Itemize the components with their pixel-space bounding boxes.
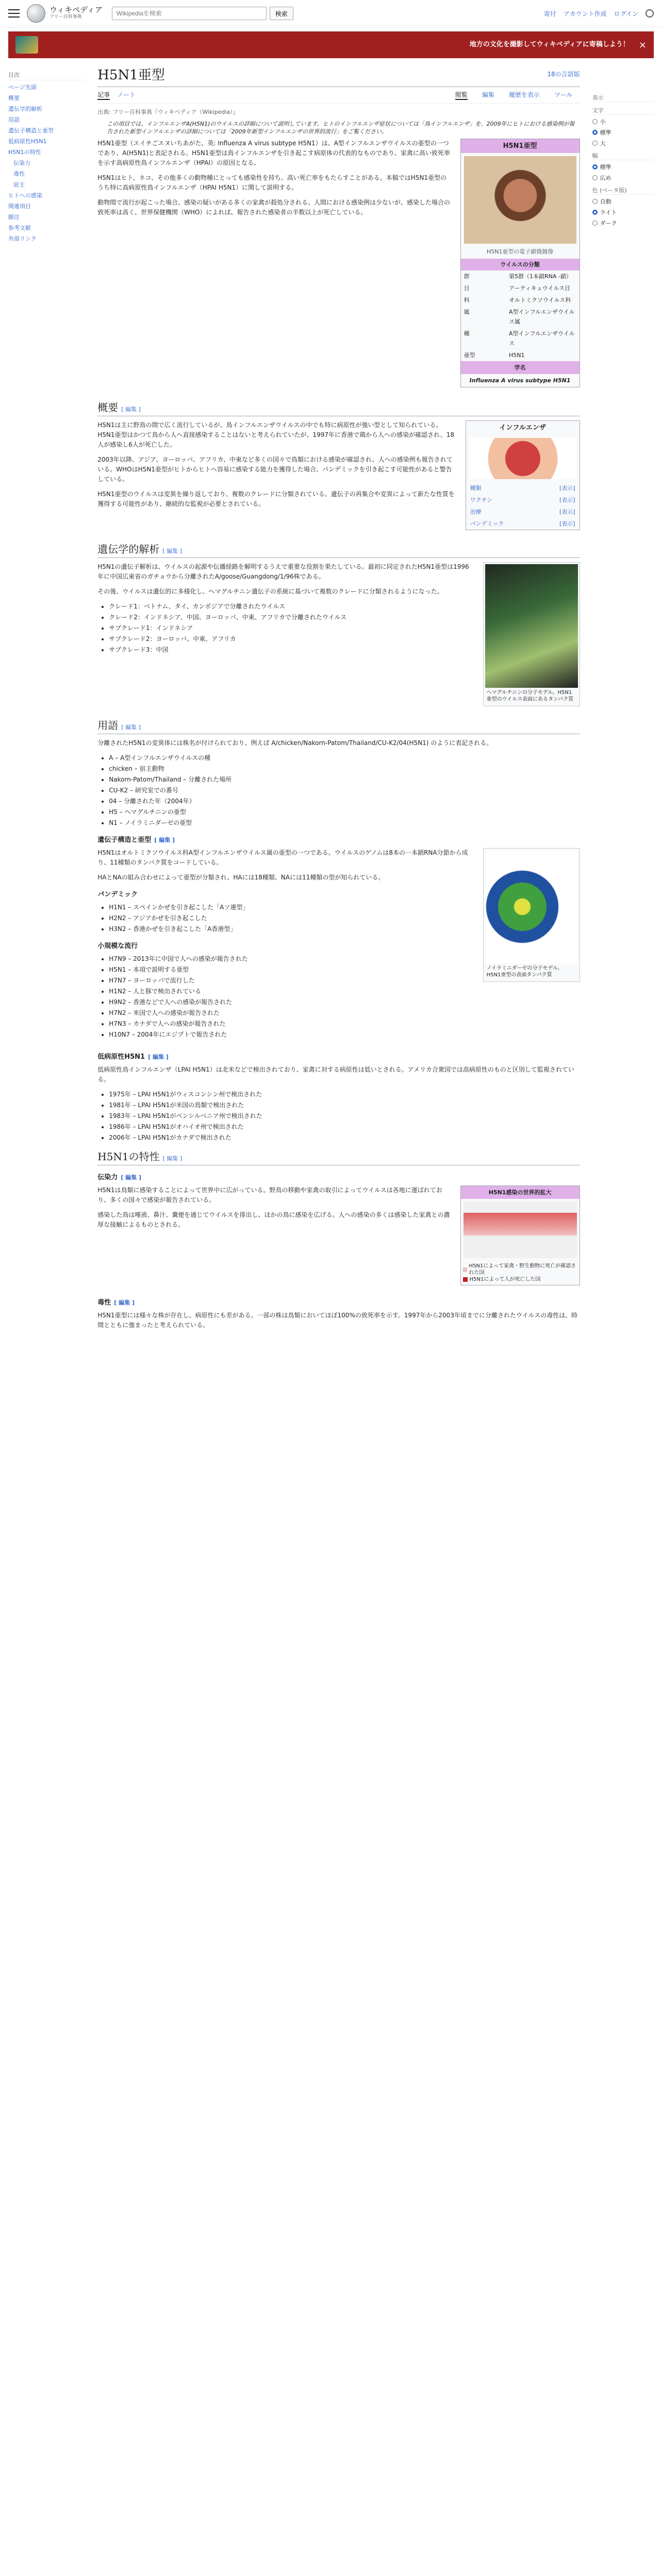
structure-paragraph: HAとNAの組み合わせによって亜型が分類され、HAには18種類、NAには11種類の型が知られている。 xyxy=(97,874,385,881)
overview-paragraph: H5N1は主に野鳥の間で広く流行しているが、鳥インフルエンザウイルスの中でも特に病原性が強い型として知られている。H5N1亜型はかつて鳥から人へ直接感染することはないと考えられていたが、1997年に香港で鶏から人への感染が確認され、18人が感染し6人が死亡した。 xyxy=(97,421,455,448)
width-option: 広め xyxy=(592,174,654,182)
color-option: 自動 xyxy=(592,197,654,206)
toc-item[interactable]: 用語 xyxy=(8,116,20,123)
page-tabs xyxy=(97,87,580,104)
list-item: • H2N2 – アジアかぜを引き起こした xyxy=(109,913,580,923)
toc-item[interactable]: 概要 xyxy=(8,95,20,101)
site-header xyxy=(0,0,662,27)
edit-link[interactable]: [ 編集 ] xyxy=(121,406,141,413)
text-size-option: 大 xyxy=(592,139,654,147)
taxobox xyxy=(460,139,580,387)
lowpath-paragraph: 低病原性鳥インフルエンザ（LPAI H5N1）は北米などで検出されており、家禽に対する病原性は低いとされる。アメリカ合衆国では高病原性のものと区別して監視されている。 xyxy=(97,1066,574,1083)
list-item: • H7N7 – ヨーロッパで流行した xyxy=(109,976,580,986)
list-item: • H7N2 – 米国で人への感染が報告された xyxy=(109,1008,580,1018)
radio-icon[interactable] xyxy=(592,175,598,180)
infobox-title: H5N1亜型 xyxy=(461,139,580,153)
list-item: • A – A型インフルエンザウイルスの種 xyxy=(109,753,580,763)
toc-item[interactable]: 脚注 xyxy=(8,214,20,221)
list-item: • H7N9 – 2013年に中国で人への感染が報告された xyxy=(109,954,580,964)
radio-icon[interactable] xyxy=(592,119,598,124)
color-option: ダーク xyxy=(592,219,654,227)
radio-icon[interactable] xyxy=(592,199,598,204)
navbox-row: 種類 [表示] xyxy=(470,485,575,492)
taxo-row: 目 アーティキュウイルス目 xyxy=(464,285,571,292)
campaign-banner[interactable] xyxy=(8,31,654,58)
section-heading-overview: 概要 [ 編集 ] xyxy=(97,403,580,416)
toc-sidebar xyxy=(8,58,85,1335)
language-button[interactable]: 18の言語版 xyxy=(547,71,580,78)
structure-paragraph: H5N1はオルトミクソウイルス科A型インフルエンザウイルス属の亜型の一つである。ウイルスのゲノムは8本の一本鎖RNA分節から成り、11種類のタンパク質をコードしている。 xyxy=(97,849,468,866)
panel-title: 表示 xyxy=(592,93,654,102)
list-item: • H9N2 – 香港などで人への感染が報告された xyxy=(109,997,580,1007)
legend-swatch xyxy=(463,1267,467,1272)
terms-list xyxy=(97,753,580,828)
page-title: H5N1亜型 xyxy=(97,67,165,83)
list-item: • H3N2 – 香港かぜを引き起こした「A香港型」 xyxy=(109,924,580,934)
toc-item[interactable]: 低病原性H5N1 xyxy=(8,138,47,145)
infobox-caption: H5N1亜型の電子顕微鏡像 xyxy=(486,248,554,255)
hemagglutinin-image[interactable] xyxy=(485,564,578,688)
scientific-name: Influenza A virus subtype H5N1 xyxy=(469,377,571,384)
list-item: • 1986年 – LPAI H5N1がオハイオ州で検出された xyxy=(109,1122,580,1132)
section-heading-virulence: 毒性 [ 編集 ] xyxy=(97,1299,135,1307)
hatnote: この項目では、インフルエンザA(H5N1)のウイルスの詳細について説明しています。ヒトのインフルエンザ症状については「鳥インフルエンザ」を、2009年にヒトにおける感染例が報告された新型インフルエンザの詳細については「2009年新型インフルエンザの世界的流行」をご覧ください。 xyxy=(107,121,575,135)
toc-item[interactable]: 関連項目 xyxy=(8,203,31,210)
banner-logo-icon xyxy=(15,36,38,54)
radio-icon[interactable] xyxy=(592,164,598,170)
list-item: • 2006年 – LPAI H5N1がカナダで検出された xyxy=(109,1133,580,1143)
panel-section-title: 文字 xyxy=(592,106,654,115)
list-item: • CU-K2 – 研究室での番号 xyxy=(109,786,580,795)
influenza-navbox xyxy=(466,420,580,530)
genetics-paragraph: H5N1の遺伝子解析は、ウイルスの起源や伝播経路を解明するうえで重要な役割を果たしている。最初に同定されたH5N1亜型は1996年に中国広東省のガチョウから分離されたA/goose/Guangdong/1/96株である。 xyxy=(97,563,469,580)
radio-icon[interactable] xyxy=(592,141,598,146)
toc-item[interactable]: 遺伝学的解析 xyxy=(8,106,42,112)
panel-section-title: 色 (ベータ版) xyxy=(592,186,654,195)
section-heading-terms: 用語 [ 編集 ] xyxy=(97,721,580,734)
neuraminidase-figure xyxy=(483,848,580,982)
toc-item[interactable]: 毒性 xyxy=(13,171,25,177)
tab-tools[interactable]: ツール xyxy=(554,91,573,98)
section-heading-structure: 遺伝子構造と亜型 [ 編集 ] xyxy=(97,836,175,844)
lowpath-list xyxy=(97,1090,580,1143)
edit-link[interactable]: [ 編集 ] xyxy=(162,548,182,554)
color-option: ライト xyxy=(592,208,654,216)
spread-map xyxy=(460,1185,580,1285)
radio-icon[interactable] xyxy=(592,130,598,135)
navbox-row: ワクチン [表示] xyxy=(470,497,575,503)
toc-item[interactable]: ページ先頭 xyxy=(8,84,37,91)
edit-link[interactable]: [ 編集 ] xyxy=(121,1174,141,1181)
wikipedia-logo[interactable] xyxy=(27,4,103,23)
hemagglutinin-figure xyxy=(483,562,580,706)
close-icon[interactable]: × xyxy=(638,39,647,50)
toc-item[interactable]: 外部リンク xyxy=(8,235,37,242)
taxo-row: 亜型 H5N1 xyxy=(464,352,525,359)
intro-paragraph: H5N1亜型（エイチごエヌいちあがた、英: Influenza A virus subtype H5N1）は、A型インフルエンザウイルスの亜型の一つであり、A(H5N1)と表記される。H5N1亜型は鳥インフルエンザを引き起こす病原体の代表的なものであり、家禽に高い致死率を示す高病原性鳥インフルエンザ（HPAI）の原因となる。 xyxy=(97,140,450,166)
user-icon[interactable] xyxy=(646,9,654,18)
donate-link[interactable]: 寄付 xyxy=(543,10,556,18)
banner-text: 地方の文化を撮影してウィキペディアに寄稿しよう！ xyxy=(469,41,630,48)
list-item: • chicken – 宿主動物 xyxy=(109,764,580,774)
text-size-option: 小 xyxy=(592,117,654,126)
search-input[interactable] xyxy=(112,7,267,20)
figure-caption: ヘマグルチニンの分子モデル。H5N1亜型のウイルス表面にあるタンパク質 xyxy=(486,690,574,702)
map-legend: H5N1によって家禽・野生動物に死亡が確認された国 H5N1によって人が死亡した国 xyxy=(461,1261,580,1285)
overview-paragraph: 2003年以降、アジア、ヨーロッパ、アフリカ、中東など多くの国々で鳥類における感染が確認され、人への感染例も報告されている。WHOはH5N1亜型がヒトからヒトへ容易に感染する能力を獲得した場合、パンデミックを引き起こす可能性があると警告している。 xyxy=(97,456,453,483)
world-map-image[interactable] xyxy=(464,1201,577,1258)
edit-link[interactable]: [ 編集 ] xyxy=(162,1155,183,1162)
edit-link[interactable]: [ 編集 ] xyxy=(154,837,175,843)
search-form xyxy=(112,7,293,20)
navbox-row: 治療 [表示] xyxy=(470,509,575,515)
list-item: • H7N3 – カナダで人への感染が報告された xyxy=(109,1019,580,1029)
list-item: • N1 – ノイラミニダーゼの亜型 xyxy=(109,818,580,828)
scientific-name-header: 学名 xyxy=(461,361,580,374)
navbox-row: パンデミック [表示] xyxy=(470,520,575,527)
taxo-row: 属 A型インフルエンザウイルス属 xyxy=(464,309,575,325)
list-item: • H1N2 – 人と豚で検出されている xyxy=(109,987,580,996)
terms-paragraph: 分離されたH5N1の変異体には株名が付けられており、例えば A/chicken/Nakorn-Patom/Thailand/CU-K2/04(H5N1) のように表記される。 xyxy=(97,739,493,747)
taxo-row: 種 A型インフルエンザウイルス xyxy=(464,330,575,347)
list-item: • 1975年 – LPAI H5N1がウィスコンシン州で検出された xyxy=(109,1090,580,1099)
site-subtitle: フリー百科事典 xyxy=(49,14,82,20)
appearance-panel xyxy=(592,58,654,1335)
list-item: • 1981年 – LPAI H5N1が米国の鳥類で検出された xyxy=(109,1100,580,1110)
list-item: • H5N1 – 本項で説明する亜型 xyxy=(109,965,580,975)
overview-paragraph: H5N1亜型のウイルスは変異を繰り返しており、複数のクレードに分類されている。遺伝子の再集合や変異によって新たな性質を獲得する可能性があり、継続的な監視が必要とされている。 xyxy=(97,490,455,507)
list-item: • サブクレード1：インドネシア xyxy=(109,623,580,633)
toc-item[interactable]: 遺伝子構造と亜型 xyxy=(8,127,54,134)
taxo-row: 群 第5群（1本鎖RNA -鎖） xyxy=(464,273,572,280)
spread-paragraph: H5N1は鳥類に感染することによって世界中に広がっている。野鳥の移動や家禽の取引によってウイルスは各地に運ばれており、多くの国々で感染が報告されている。 xyxy=(97,1187,442,1204)
edit-link[interactable]: [ 編集 ] xyxy=(148,1054,169,1060)
section-heading-pandemic: パンデミック xyxy=(97,891,138,899)
article-source: 出典: フリー百科事典『ウィキペディア（Wikipedia）』 xyxy=(97,109,239,115)
user-links xyxy=(544,9,654,18)
list-item: • H1N1 – スペインかぜを引き起こした「Aソ連型」 xyxy=(109,903,580,912)
list-item: • クレード1：ベトナム、タイ、カンボジアで分離されたウイルス xyxy=(109,602,580,612)
map-title: H5N1感染の世界的拡大 xyxy=(461,1186,580,1199)
section-heading-small: 小規模な流行 xyxy=(97,942,138,950)
section-heading-spread: 伝染力 [ 編集 ] xyxy=(97,1174,141,1181)
toc-item[interactable]: 参考文献 xyxy=(8,225,31,231)
virus-image[interactable] xyxy=(464,156,576,244)
radio-icon[interactable] xyxy=(592,210,598,215)
create-account-link[interactable]: アカウント作成 xyxy=(563,10,607,18)
edit-link[interactable]: [ 編集 ] xyxy=(114,1299,135,1306)
toc-item[interactable]: 宿主 xyxy=(13,181,25,188)
spread-paragraph: 感染した鳥は唾液、鼻汁、糞便を通じてウイルスを排出し、ほかの鳥に感染を広げる。人への感染の多くは感染した家禽との濃厚な接触によるものとされる。 xyxy=(97,1211,450,1228)
toc-item[interactable]: 伝染力 xyxy=(13,160,30,166)
list-item: • クレード2：インドネシア、中国、ヨーロッパ、中東、アフリカで分離されたウイルス xyxy=(109,613,580,622)
section-heading-genetics: 遺伝学的解析 [ 編集 ] xyxy=(97,545,580,558)
list-item: • 1983年 – LPAI H5N1がペンシルベニア州で検出された xyxy=(109,1111,580,1121)
list-item: • サブクレード3：中国 xyxy=(109,645,580,655)
site-title: ウィキペディア xyxy=(49,5,103,14)
legend-swatch xyxy=(463,1277,468,1282)
toc-item[interactable]: H5N1の特性 xyxy=(8,149,41,156)
list-item: • サブクレード2：ヨーロッパ、中東、アフリカ xyxy=(109,634,580,644)
virulence-paragraph: H5N1亜型には様々な株が存在し、病原性にも差がある。一部の株は鳥類においてほぼ100%の致死率を示す。1997年から2003年頃までに分離されたウイルスの毒性は、時間とともに強まったと考えられている。 xyxy=(97,1312,578,1329)
tab-read[interactable]: 閲覧 xyxy=(455,90,468,100)
toc-title: 目次 xyxy=(8,71,85,80)
section-heading-lowpath: 低病原性H5N1 [ 編集 ] xyxy=(97,1053,169,1061)
edit-link[interactable]: [ 編集 ] xyxy=(121,724,141,731)
tab-history[interactable]: 履歴を表示 xyxy=(508,91,540,98)
tab-edit[interactable]: 編集 xyxy=(482,91,494,98)
list-item: • 04 – 分離された年（2004年） xyxy=(109,796,580,806)
list-item: • Nakorn-Patom/Thailand – 分離された場所 xyxy=(109,775,580,785)
tab-talk[interactable]: ノート xyxy=(117,91,136,98)
section-heading-traits: H5N1の特性 [ 編集 ] xyxy=(97,1152,580,1165)
intro-paragraph: 動物間で流行が起こった場合、感染の疑いがある多くの家禽が殺処分される。人間における感染例は少ないが、感染した場合の致死率は高く、世界保健機関（WHO）によれば、報告された感染者の半数以上が死亡している。 xyxy=(97,199,451,216)
genetics-paragraph: その後、ウイルスは遺伝的に多様化し、ヘマグルチニン遺伝子の系統に基づいて複数のクレードに分類されるようになった。 xyxy=(97,588,443,595)
panel-section-title: 幅 xyxy=(592,151,654,160)
text-size-option: 標準 xyxy=(592,128,654,137)
login-link[interactable]: ログイン xyxy=(614,10,638,18)
globe-icon xyxy=(27,4,45,23)
figure-caption: ノイラミニダーゼの分子モデル。H5N1亜型の表面タンパク質 xyxy=(486,965,563,978)
radio-icon[interactable] xyxy=(592,221,598,226)
classification-header: ウイルスの分類 xyxy=(461,259,580,270)
intro-paragraph: H5N1はヒト、ネコ、その他多くの動物種にとっても感染性を持ち、高い死亡率をもたらすことがある。本稿ではH5N1亜型のうち特に高病原性鳥インフルエンザ（HPAI H5N1）に関して説明する。 xyxy=(97,174,446,191)
taxo-row: 科 オルトミクソウイルス科 xyxy=(464,297,571,303)
article xyxy=(85,58,592,1335)
toc-item[interactable]: ヒトへの感染 xyxy=(8,192,42,199)
tab-article[interactable]: 記事 xyxy=(97,90,110,100)
width-option: 標準 xyxy=(592,163,654,171)
neuraminidase-image[interactable] xyxy=(485,850,578,963)
list-item: • H10N7 – 2004年にエジプトで報告された xyxy=(109,1030,580,1040)
main-menu-icon[interactable] xyxy=(8,9,20,18)
influenza-image[interactable] xyxy=(469,438,576,479)
search-button[interactable]: 検索 xyxy=(270,7,293,20)
list-item: • H5 – ヘマグルチニンの亜型 xyxy=(109,807,580,817)
navbox-title: インフルエンザ xyxy=(499,424,546,432)
